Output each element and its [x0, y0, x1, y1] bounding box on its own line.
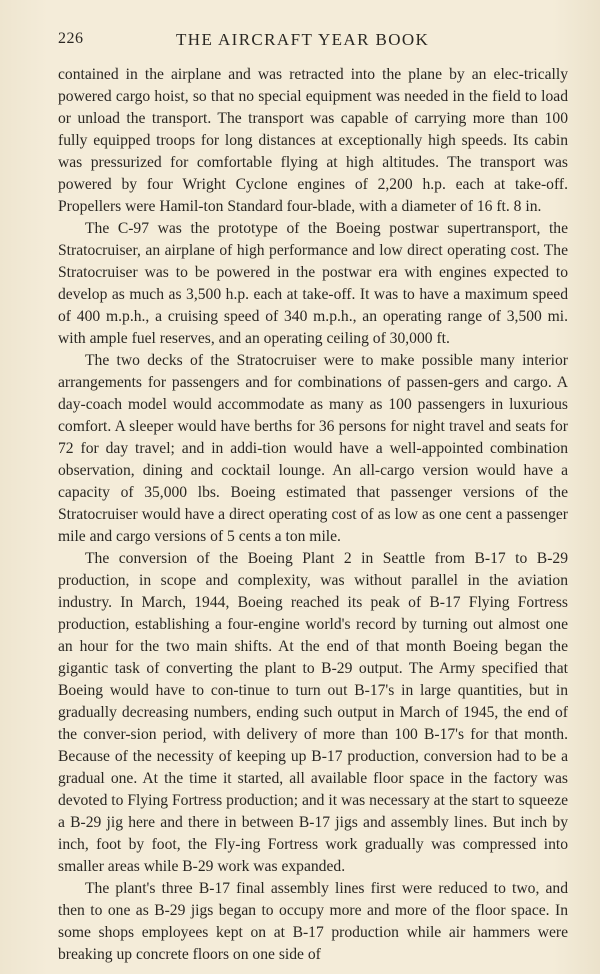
- paragraph-continued: contained in the airplane and was retracted into the plane by an elec-trically powered cargo hoist, so that no special equipment was needed in the field to load or unload the transport. The transport was capable of carrying more than 100 fully equipped troops for long distances at exceptionally high speeds. Its cabin was pressurized for comfortable flying at high altitudes. The transport was powered by four Wright Cyclone engines of 2,200 h.p. each at take-off. Propellers were Hamil-ton Standard four-blade, with a diameter of 16 ft. 8 in.: [58, 66, 568, 215]
- paragraph: The C-97 was the prototype of the Boeing postwar supertransport, the Stratocruiser, an airplane of high performance and low direct operating cost. The Stratocruiser was to be powered in the postwar era with engines expected to develop as much as 3,500 h.p. each at take-off. It was to have a maximum speed of 400 m.p.h., a cruising speed of 340 m.p.h., an operating range of 3,500 mi. with ample fuel reserves, and an operating ceiling of 30,000 ft.: [58, 220, 568, 347]
- page-number: 226: [58, 30, 84, 47]
- paragraph: The plant's three B-17 final assembly lines first were reduced to two, and then to one as B-29 jigs began to occupy more and more of the floor space. In some shops employees kept on at B-17 production while air hammers were breaking up concrete floors on one side of: [58, 880, 568, 963]
- paragraph: The conversion of the Boeing Plant 2 in Seattle from B-17 to B-29 production, in scope and complexity, was without parallel in the aviation industry. In March, 1944, Boeing reached its peak of B-17 Flying Fortress production, establishing a four-engine world's record by turning out almost one an hour for the two main shifts. At the end of that month Boeing began the gigantic task of converting the plant to B-29 output. The Army specified that Boeing would have to con-tinue to turn out B-17's in large quantities, but in gradually decreasing numbers, ending such output in March of 1945, the end of the conver-sion period, with delivery of more than 100 B-17's for that month. Because of the necessity of keeping up B-17 production, conversion had to be a gradual one. At the time it started, all available floor space in the factory was devoted to Flying Fortress production; and it was necessary at the start to squeeze a B-29 jig here and there in between B-17 jigs and assembly lines. But inch by inch, foot by foot, the Fly-ing Fortress work gradually was compressed into smaller areas while B-29 work was expanded.: [58, 550, 568, 875]
- body-text: [58, 64, 568, 966]
- paragraph: The two decks of the Stratocruiser were to make possible many interior arrangements for passengers and for combinations of passen-gers and cargo. A day-coach model would accommodate as many as 100 passengers in luxurious comfort. A sleeper would have berths for 36 persons for night travel and seats for 72 for day travel; and in addi-tion would have a well-appointed combination observation, dining and cocktail lounge. An all-cargo version would have a capacity of 35,000 lbs. Boeing estimated that passenger versions of the Stratocruiser would have a direct operating cost of as low as one cent a passenger mile and cargo versions of 5 cents a ton mile.: [58, 352, 568, 545]
- running-title: THE AIRCRAFT YEAR BOOK: [176, 30, 430, 49]
- page-header: [58, 30, 568, 54]
